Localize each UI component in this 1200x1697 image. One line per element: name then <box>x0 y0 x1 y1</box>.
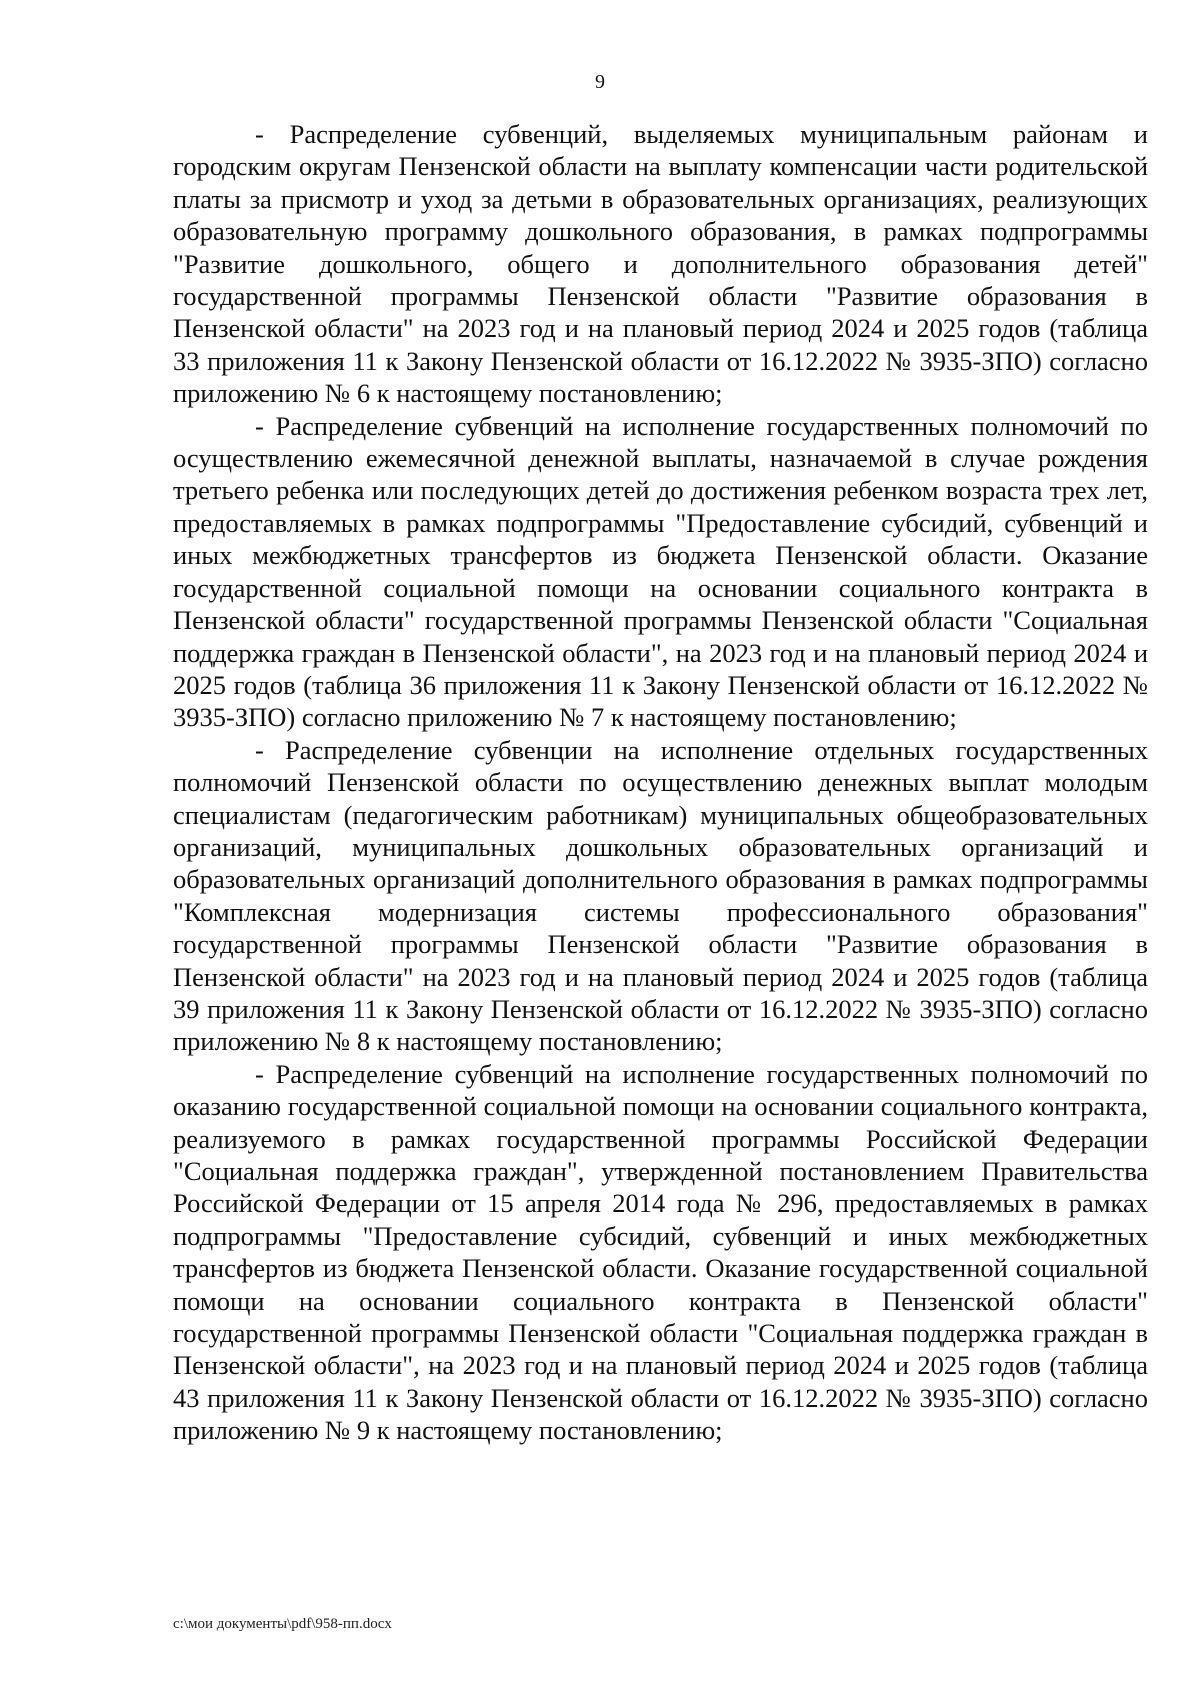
paragraph-appendix-9: - Распределение субвенций на исполнение государственных полномочий по оказанию государственной социальной помощи на основании социального контракта, реализуемого в рамках государственной программы Российской Федерации "Социальная поддержка граждан", утвержденной постановлением Правительства Российской Федерации от 15 апреля 2014 года № 296, предоставляемых в рамках подпрограммы "Предоставление субсидий, субвенций и иных межбюджетных трансфертов из бюджета Пензенской области. Оказание государственной социальной помощи на основании социального контракта в Пензенской области" государственной программы Пензенской области "Социальная поддержка граждан в Пензенской области", на 2023 год и на плановый период 2024 и 2025 годов (таблица 43 приложения 11 к Закону Пензенской области от 16.12.2022 № 3935-ЗПО) согласно приложению № 9 к настоящему постановлению; <box>173 1058 1148 1446</box>
footer-file-path: c:\мои документы\pdf\958-пп.docx <box>173 1616 392 1632</box>
page-number: 9 <box>595 71 605 93</box>
paragraph-appendix-7: - Распределение субвенций на исполнение государственных полномочий по осуществлению ежемесячной денежной выплаты, назначаемой в случае рождения третьего ребенка или последующих детей до достижения ребенком возраста трех лет, предоставляемых в рамках подпрограммы "Предоставление субсидий, субвенций и иных межбюджетных трансфертов из бюджета Пензенской области. Оказание государственной социальной помощи на основании социального контракта в Пензенской области" государственной программы Пензенской области "Социальная поддержка граждан в Пензенской области", на 2023 год и на плановый период 2024 и 2025 годов (таблица 36 приложения 11 к Закону Пензенской области от 16.12.2022 № 3935-ЗПО) согласно приложению № 7 к настоящему постановлению; <box>173 410 1148 733</box>
paragraph-appendix-6: - Распределение субвенций, выделяемых муниципальным районам и городским округам Пензенской области на выплату компенсации части родительской платы за присмотр и уход за детьми в образовательных организациях, реализующих образовательную программу дошкольного образования, в рамках подпрограммы "Развитие дошкольного, общего и дополнительного образования детей" государственной программы Пензенской области "Развитие образования в Пензенской области" на 2023 год и на плановый период 2024 и 2025 годов (таблица 33 приложения 11 к Закону Пензенской области от 16.12.2022 № 3935-ЗПО) согласно приложению № 6 к настоящему постановлению; <box>173 119 1148 409</box>
document-body <box>173 118 1148 1447</box>
paragraph-appendix-8: - Распределение субвенции на исполнение отдельных государственных полномочий Пензенской области по осуществлению денежных выплат молодым специалистам (педагогическим работникам) муниципальных общеобразовательных организаций, муниципальных дошкольных образовательных организаций и образовательных организаций дополнительного образования в рамках подпрограммы "Комплексная модернизация системы профессионального образования" государственной программы Пензенской области "Развитие образования в Пензенской области" на 2023 год и на плановый период 2024 и 2025 годов (таблица 39 приложения 11 к Закону Пензенской области от 16.12.2022 № 3935-ЗПО) согласно приложению № 8 к настоящему постановлению; <box>173 734 1148 1057</box>
